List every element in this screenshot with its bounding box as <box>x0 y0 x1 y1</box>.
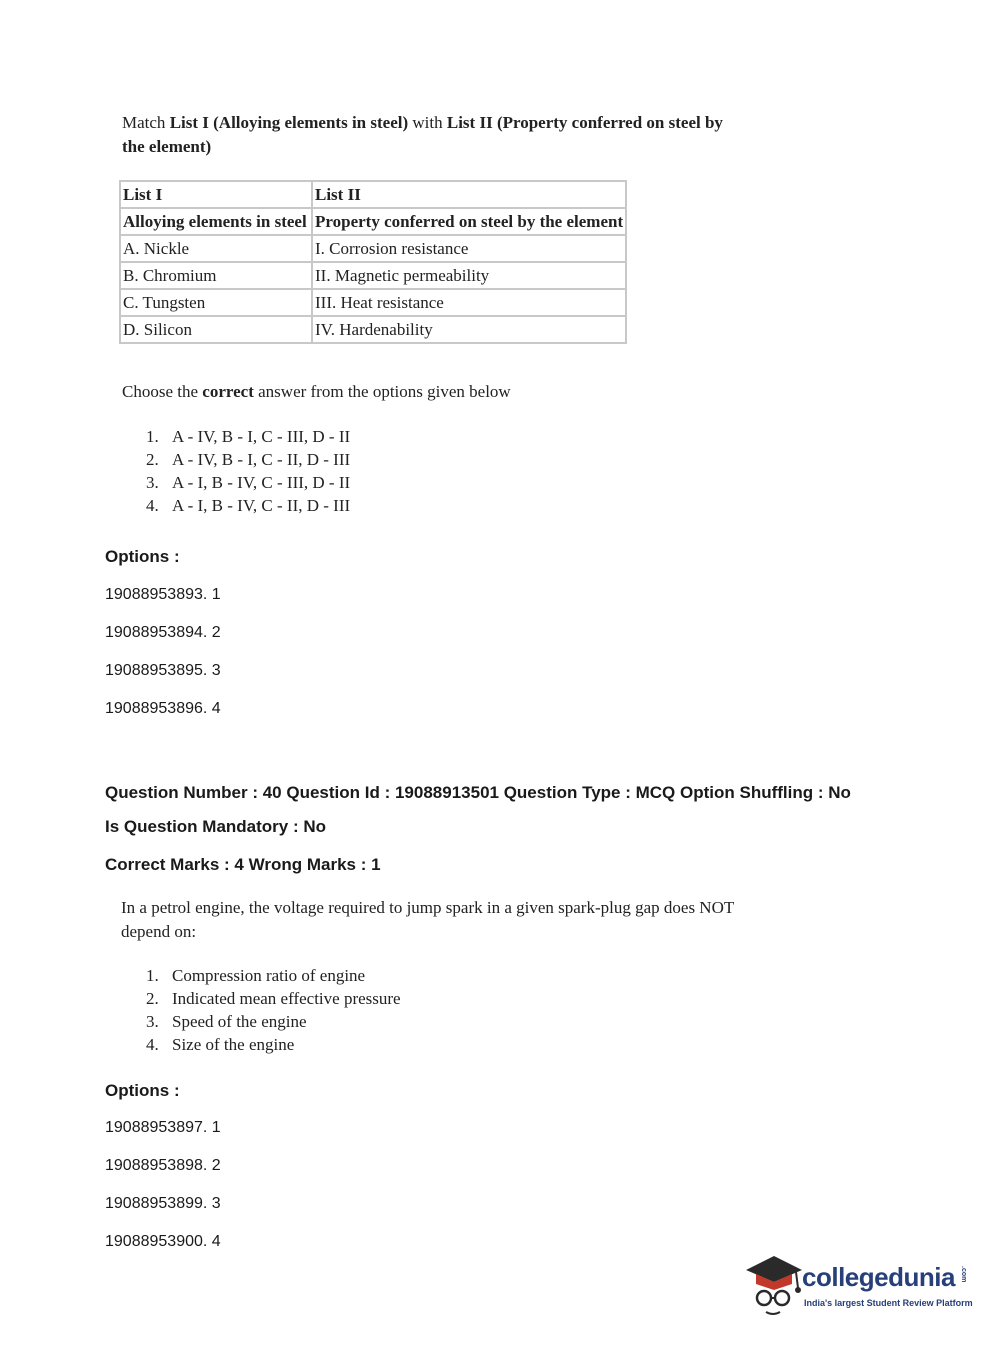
table-cell: III. Heat resistance <box>312 289 626 316</box>
q40-choices <box>146 964 401 1056</box>
table-header-cell: List II <box>312 181 626 208</box>
q40-stem: In a petrol engine, the voltage required to jump spark in a given spark-plug gap does NOT depend on: <box>121 898 735 941</box>
list-item: 1. A - IV, B - I, C - III, D - II <box>146 427 351 446</box>
q39-choices <box>146 425 350 517</box>
q40-options-label: Options : <box>105 1081 180 1100</box>
q40-option: 19088953898. 2 <box>105 1157 221 1174</box>
table-cell: I. Corrosion resistance <box>312 235 626 262</box>
q40-option: 19088953897. 1 <box>105 1119 221 1136</box>
table-cell: D. Silicon <box>120 316 312 343</box>
table-cell: B. Chromium <box>120 262 312 289</box>
q40-option: 19088953899. 3 <box>105 1195 221 1212</box>
q39-choose-instruction: Choose the correct answer from the options given below <box>122 382 511 401</box>
q39-option: 19088953894. 2 <box>105 624 221 641</box>
list-item: 4. A - I, B - IV, C - II, D - III <box>146 496 351 515</box>
collegedunia-logo <box>742 1250 972 1320</box>
table-row <box>120 289 626 316</box>
q39-option: 19088953893. 1 <box>105 586 221 603</box>
table-header-row <box>120 181 626 208</box>
match-table <box>119 180 627 344</box>
table-cell: II. Magnetic permeability <box>312 262 626 289</box>
table-subheader-cell: Property conferred on steel by the element <box>312 208 626 235</box>
table-header-cell: List I <box>120 181 312 208</box>
table-row <box>120 235 626 262</box>
list-item: 3. Speed of the engine <box>146 1012 307 1031</box>
list-item: 1. Compression ratio of engine <box>146 966 366 985</box>
table-row <box>120 316 626 343</box>
logo-tagline: India's largest Student Review Platform <box>804 1298 973 1308</box>
q39-option: 19088953895. 3 <box>105 662 221 679</box>
mascot-icon <box>742 1250 804 1318</box>
table-subheader-cell: Alloying elements in steel <box>120 208 312 235</box>
table-cell: A. Nickle <box>120 235 312 262</box>
q39-stem: Match List I (Alloying elements in steel) with List II (Property conferred on steel by the element) <box>122 113 723 156</box>
list-item: 2. A - IV, B - I, C - II, D - III <box>146 450 351 469</box>
q39-options-label: Options : <box>105 547 180 566</box>
logo-brand: collegedunia <box>802 1262 955 1292</box>
table-cell: IV. Hardenability <box>312 316 626 343</box>
list-item: 4. Size of the engine <box>146 1035 295 1054</box>
list-item: 2. Indicated mean effective pressure <box>146 989 401 1008</box>
q39-option: 19088953896. 4 <box>105 700 221 717</box>
table-cell: C. Tungsten <box>120 289 312 316</box>
logo-com: .com <box>960 1266 967 1283</box>
table-row <box>120 262 626 289</box>
q40-meta-line: Question Number : 40 Question Id : 19088913501 Question Type : MCQ Option Shuffling : No <box>105 783 851 802</box>
list-item: 3. A - I, B - IV, C - III, D - II <box>146 473 351 492</box>
q40-marks-line: Correct Marks : 4 Wrong Marks : 1 <box>105 855 381 874</box>
q40-option: 19088953900. 4 <box>105 1233 221 1250</box>
q40-mandatory-line: Is Question Mandatory : No <box>105 817 327 836</box>
table-subheader-row <box>120 208 626 235</box>
